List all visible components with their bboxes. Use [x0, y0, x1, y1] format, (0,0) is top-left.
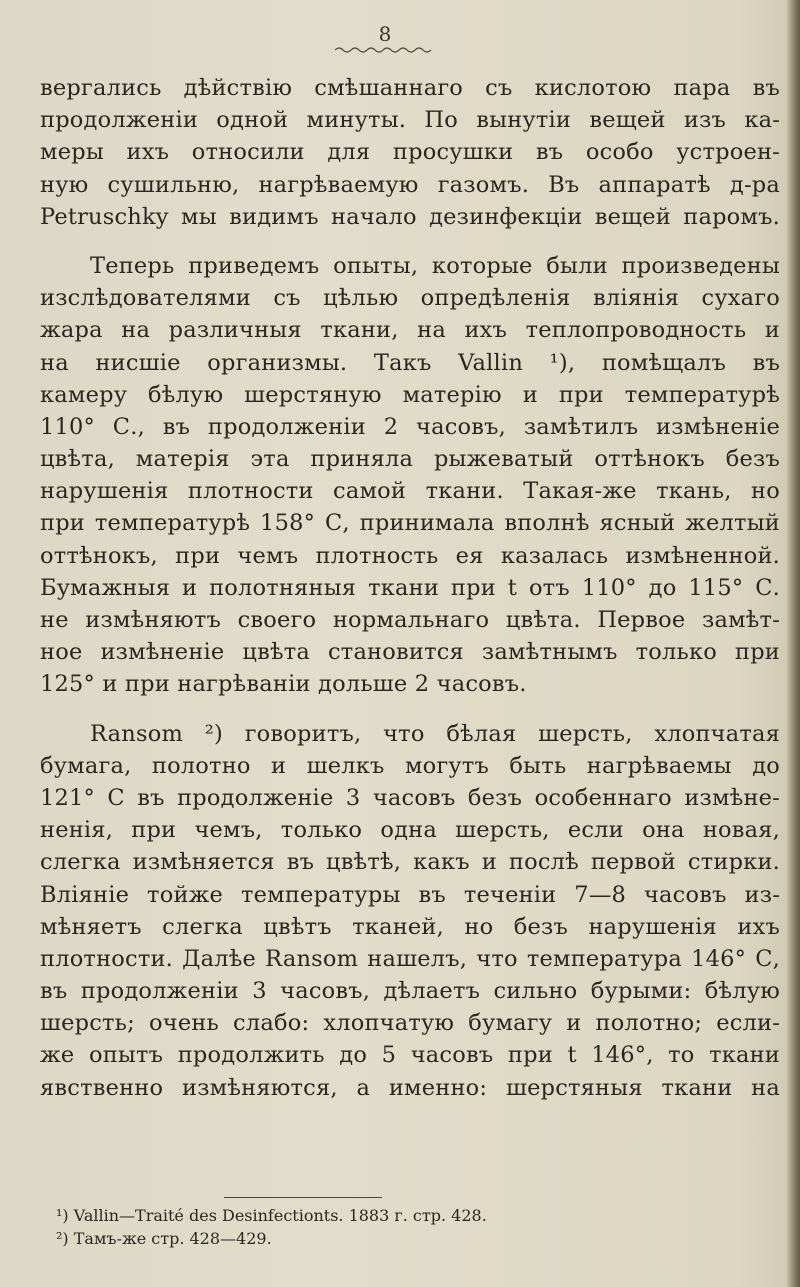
text-line: слегка измѣняется въ цвѣтѣ, какъ и послѣ первой стирки.: [40, 849, 780, 876]
footnote-divider: [224, 1197, 382, 1198]
text-line: 125° и при нагрѣваніи дольше 2 часовъ.: [40, 671, 527, 698]
text-line: ненія, при чемъ, только одна шерсть, если она новая,: [40, 817, 780, 844]
text-line: цвѣта, матерія эта приняла рыжеватый оттѣнокъ безъ: [40, 446, 780, 473]
wavy-ornament: [335, 46, 435, 54]
text-line: Бумажныя и полотняныя ткани при t отъ 110° до 115° С.: [40, 574, 780, 601]
text-line: ную сушильню, нагрѣваемую газомъ. Въ аппаратѣ д-ра: [40, 171, 780, 198]
text-line: бумага, полотно и шелкъ могутъ быть нагрѣваемы до: [40, 752, 780, 779]
text-line: въ продолженіи 3 часовъ, дѣлаетъ сильно бурыми: бѣлую: [40, 978, 780, 1005]
text-line: камеру бѣлую шерстяную матерію и при температурѣ: [40, 381, 780, 408]
footnotes: [56, 1204, 756, 1250]
text-line: явственно измѣняются, а именно: шерстяныя ткани на: [40, 1074, 780, 1101]
text-line: мѣняетъ слегка цвѣтъ тканей, но безъ нарушенія ихъ: [40, 913, 780, 940]
body-text: [40, 72, 780, 1104]
paragraph-3: [40, 718, 780, 1104]
text-line: же опытъ продолжить до 5 часовъ при t 146°, то ткани: [40, 1042, 780, 1069]
text-line: шерсть; очень слабо: хлопчатую бумагу и полотно; если-: [40, 1010, 780, 1037]
page-number: 8: [378, 22, 392, 46]
text-line: не измѣняютъ своего нормальнаго цвѣта. Первое замѣт-: [40, 607, 780, 633]
text-line: Теперь приведемъ опыты, которые были произведены: [90, 252, 780, 279]
text-line: ное измѣненіе цвѣта становится замѣтнымъ только при: [40, 639, 780, 666]
text-line: при температурѣ 158° С, принимала вполнѣ ясный желтый: [40, 510, 780, 537]
text-line: Petruschky мы видимъ начало дезинфекціи вещей паромъ.: [40, 203, 780, 230]
text-line: на нисшіе организмы. Такъ Vallin ¹), помѣщалъ въ: [40, 349, 780, 376]
text-line: оттѣнокъ, при чемъ плотность ея казалась измѣненной.: [40, 542, 780, 569]
text-line: нарушенія плотности самой ткани. Такая-же ткань, но: [40, 478, 780, 505]
page-edge-shadow: [786, 0, 800, 1287]
text-line: вергались дѣйствію смѣшаннаго съ кислотою пара въ: [40, 75, 780, 101]
text-line: 110° С., въ продолженіи 2 часовъ, замѣтилъ измѣненіе: [40, 413, 780, 440]
footnote-2: ²) Тамъ-же стр. 428—429.: [56, 1229, 272, 1248]
text-line: плотности. Далѣе Ransom нашелъ, что температура 146° С,: [40, 945, 780, 972]
footnote-1: ¹) Vallin—Traité des Desinfectionts. 1883 г. стр. 428.: [56, 1206, 487, 1225]
text-line: 121° С въ продолженіе 3 часовъ безъ особеннаго измѣне-: [40, 784, 780, 811]
text-line: изслѣдователями съ цѣлью опредѣленія вліянія сухаго: [40, 285, 780, 312]
text-line: Ransom ²) говоритъ, что бѣлая шерсть, хлопчатая: [90, 720, 780, 747]
paragraph-2: [40, 250, 780, 701]
paragraph-1: [40, 72, 780, 233]
text-line: меры ихъ относили для просушки въ особо устроен-: [40, 139, 780, 166]
text-line: продолженіи одной минуты. По вынутіи вещей изъ ка-: [40, 107, 780, 134]
text-line: Вліяніе тойже температуры въ теченіи 7—8 часовъ из-: [40, 881, 780, 908]
text-line: жара на различныя ткани, на ихъ теплопроводность и: [40, 317, 780, 344]
